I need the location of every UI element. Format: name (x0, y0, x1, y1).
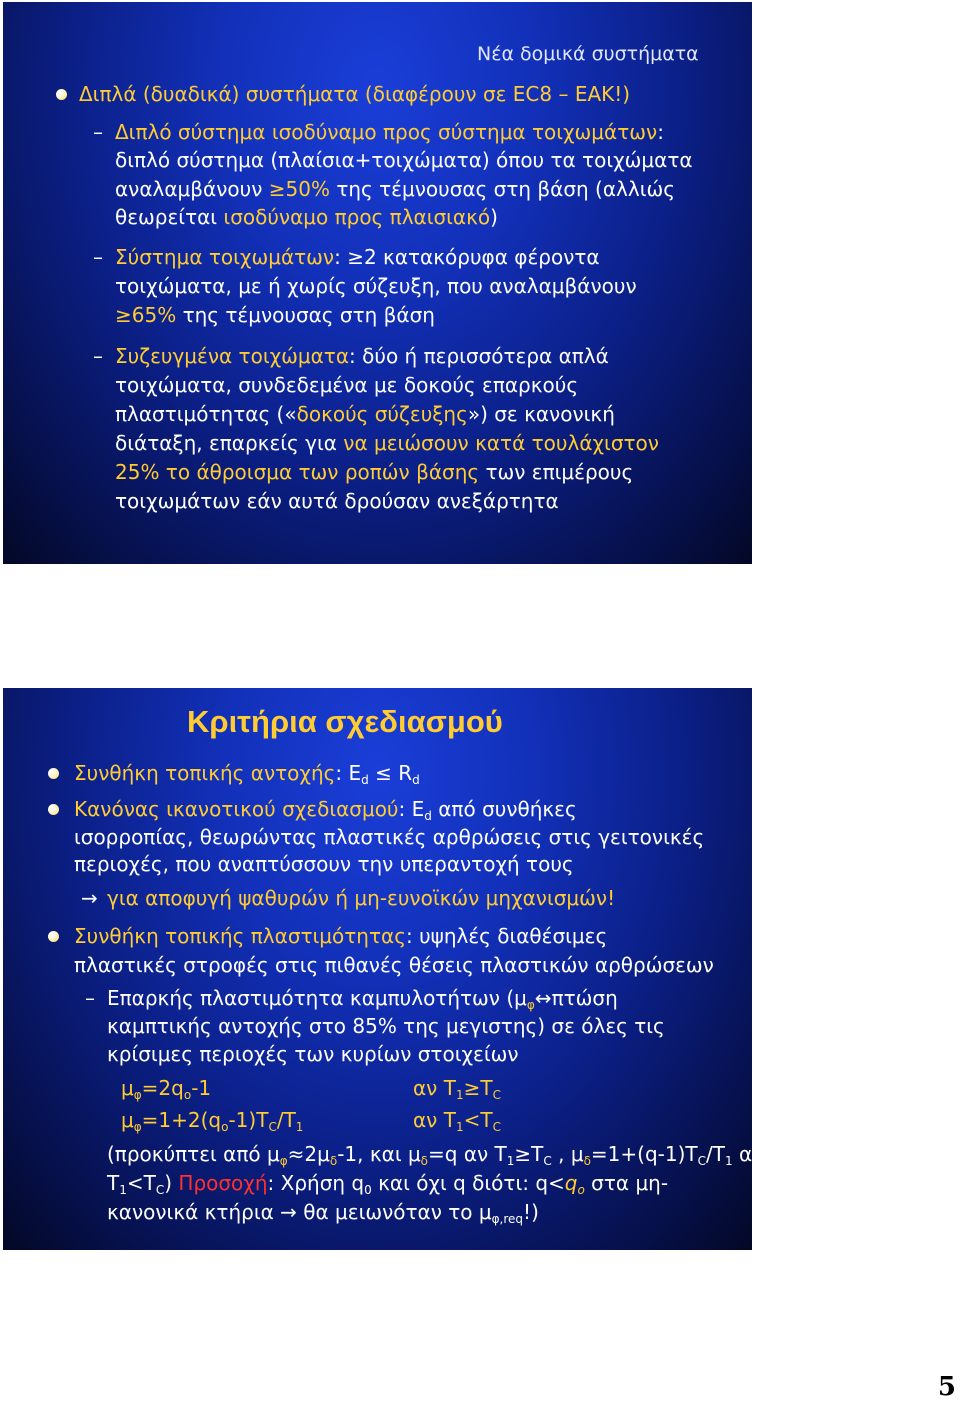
text-fragment: !) (523, 1200, 539, 1224)
ductility-term: Συνθήκη τοπικής πλαστιμότητας (74, 924, 406, 948)
dual-system-line-2: διπλό σύστημα (πλαίσια+τοιχώματα) όπου τα τοιχώματα (115, 148, 693, 172)
coupled-walls-line-3 (115, 402, 615, 426)
text-fragment: d (412, 773, 420, 787)
formula-2-lhs: $\mu_\varphi=1+2(q_o-1)T_C/T_1$ (121, 1108, 304, 1134)
text-fragment: θεωρείται (115, 205, 224, 229)
capacity-design-line-1: Κανόνας ικανοτικού σχεδιασμού: $E_d$ από συνθήκες (74, 797, 577, 823)
double-arrow-icon: ↔ (534, 986, 552, 1010)
dual-system-line-3 (115, 177, 675, 201)
coupled-walls-term: Συζευγμένα τοιχώματα (115, 344, 350, 368)
coupled-walls-line-5 (115, 460, 633, 484)
text-fragment: των επιμέρους (479, 460, 634, 484)
text-fragment: υψηλές διαθέσιμες (419, 924, 608, 948)
text-fragment: -1, και μ (337, 1142, 421, 1166)
capacity-design-line-2: ισορροπίας, θεωρώντας πλαστικές αρθρώσεις στις γειτονικές (74, 825, 705, 849)
local-strength-term: Συνθήκη τοπικής αντοχής (74, 761, 336, 785)
text-fragment: αναλαμβάνουν (115, 177, 269, 201)
text-fragment: διάταξη, επαρκείς για (115, 431, 344, 455)
text-fragment: πτώση (551, 986, 618, 1010)
local-strength-line: Συνθήκη τοπικής αντοχής: $E_d \le R_d$ (74, 761, 420, 787)
text-fragment: q (564, 1171, 578, 1195)
text-fragment: =1+2(q (141, 1108, 222, 1132)
ductility-line-1: Συνθήκη τοπικής πλαστιμότητας: υψηλές διαθέσιμες (74, 924, 608, 948)
arrow-right-icon: → (81, 886, 98, 910)
text-fragment: να μειώσουν κατά τουλάχιστον (343, 431, 659, 455)
slide-new-structural-systems (3, 2, 752, 564)
text-fragment: /T (276, 1108, 296, 1132)
dual-system-term: Διπλό σύστημα ισοδύναμο προς σύστημα τοιχωμάτων (115, 120, 658, 144)
note-line-2: $T_1<T_C$) Προσοχή: Χρήση $q_0$ και όχι q διότι: $q<q_o$ στα μη- (107, 1171, 669, 1197)
text-fragment: πλαστιμότητας (« (115, 402, 297, 426)
text-fragment: (προκύπτει από μ (107, 1142, 280, 1166)
text-fragment: R (398, 761, 413, 785)
text-fragment: d (361, 773, 369, 787)
text-fragment: -1)T (228, 1108, 269, 1132)
wall-system-line-3 (115, 303, 435, 327)
text-fragment: E (411, 797, 425, 821)
text-fragment: ≥50% (268, 177, 330, 201)
text-fragment: =q αν T (428, 1142, 507, 1166)
dash-icon: – (85, 986, 95, 1010)
text-fragment: κανονικά κτήρια (107, 1200, 281, 1224)
text-fragment: αν T (413, 1076, 456, 1100)
text-fragment: αν T (413, 1108, 456, 1132)
text-fragment: ισοδύναμο προς πλαισιακό (223, 205, 491, 229)
text-fragment: της τέμνουσας στη βάση (αλλιώς (329, 177, 675, 201)
page-number: 5 (937, 1372, 956, 1402)
text-fragment: d (424, 809, 432, 823)
wall-system-line-1: Σύστημα τοιχωμάτων: ≥2 κατακόρυφα φέροντα (115, 245, 600, 269)
coupled-walls-line-4 (115, 431, 659, 455)
text-fragment: =1+(q-1)T (590, 1142, 698, 1166)
warning-label: Προσοχή (178, 1171, 268, 1195)
text-fragment: και όχι q διότι: q< (371, 1171, 565, 1195)
text-fragment: T (107, 1171, 120, 1195)
arrow-right-icon: → (280, 1200, 297, 1224)
text-fragment: αν (732, 1142, 764, 1166)
coupled-walls-line-6: τοιχωμάτων εάν αυτά δρούσαν ανεξάρτητα (115, 489, 559, 513)
dash-icon: – (93, 120, 103, 144)
text-fragment: ) (490, 205, 498, 229)
text-fragment: δύο ή περισσότερα απλά (362, 344, 609, 368)
text-fragment: ≥65% (115, 303, 177, 327)
bullet-icon (56, 89, 67, 100)
wall-system-line-2: τοιχώματα, με ή χωρίς σύζευξη, που αναλαμβάνουν (115, 274, 637, 298)
note-line-3: κανονικά κτήρια → θα μειωνόταν το $\mu_{\varphi,req}$!) (107, 1200, 539, 1226)
dash-icon: – (93, 245, 103, 269)
dash-icon: – (93, 344, 103, 368)
capacity-design-term: Κανόνας ικανοτικού σχεδιασμού (74, 797, 399, 821)
ductility-sub-line-2: καμπτικής αντοχής στο 85% της μεγιστης) σε όλες τις (107, 1014, 665, 1038)
text-fragment: : Χρήση q (267, 1171, 365, 1195)
formula-1-condition: αν $T_1\ge T_C$ (413, 1076, 501, 1102)
text-fragment: =2q (141, 1076, 184, 1100)
main-bullet-text: Διπλά (δυαδικά) συστήματα (διαφέρουν σε EC8 – ΕΑΚ!) (79, 82, 631, 106)
dual-system-line-4 (115, 205, 498, 229)
coupled-walls-line-2: τοιχώματα, συνδεδεμένα με δοκούς επαρκούς (115, 373, 579, 397)
capacity-design-arrow-text: για αποφυγή ψαθυρών ή μη-ευνοϊκών μηχανισμών! (107, 886, 616, 910)
text-fragment: E (348, 761, 362, 785)
text-fragment: δοκούς σύζευξης (296, 402, 468, 426)
ductility-sub-line-3: κρίσιμες περιοχές των κυρίων στοιχείων (107, 1042, 519, 1066)
bullet-icon (48, 768, 59, 779)
note-line-1: (προκύπτει από $\mu_\varphi\approx 2\mu_\delta-1$, και $\mu_\delta=q$ αν $T_1\ge T_C$ , $\mu_\delta=1+(q-1)T_C/T_1$ αν (107, 1142, 764, 1168)
ductility-sub-line-1 (107, 986, 618, 1010)
text-fragment: ») σε κανονική (467, 402, 615, 426)
text-fragment: ≤ (375, 761, 392, 785)
text-fragment: Επαρκής πλαστιμότητα καμπυλοτήτων (μ (107, 986, 527, 1010)
text-fragment: στα μη- (584, 1171, 669, 1195)
bullet-icon (48, 804, 59, 815)
slide-title: Κριτήρια σχεδιασμού (187, 704, 503, 739)
capacity-design-line-3: περιοχές, που αναπτύσσουν την υπεραντοχή τους (74, 852, 574, 876)
wall-system-term: Σύστημα τοιχωμάτων (115, 245, 335, 269)
slide-design-criteria (3, 688, 764, 1250)
text-fragment: της τέμνουσας στη βάση (176, 303, 435, 327)
section-label: Νέα δομικά συστήματα (477, 43, 699, 65)
text-fragment: ≥2 κατακόρυφα φέροντα (347, 245, 600, 269)
ductility-line-2: πλαστικές στροφές στις πιθανές θέσεις πλαστικών αρθρώσεων (74, 953, 714, 977)
text-fragment: -1 (191, 1076, 212, 1100)
bullet-icon (48, 931, 59, 942)
text-fragment: από συνθήκες (431, 797, 577, 821)
text-fragment: θα μειωνόταν το μ (296, 1200, 492, 1224)
formula-1-lhs: $\mu_\varphi=2q_o-1$ (121, 1076, 212, 1102)
formula-2-condition: αν $T_1<T_C$ (413, 1108, 501, 1134)
text-fragment: 25% το άθροισμα των ροπών βάσης (115, 460, 480, 484)
text-fragment: φ (526, 998, 535, 1012)
dual-system-line-1: Διπλό σύστημα ισοδύναμο προς σύστημα τοιχωμάτων: (115, 120, 664, 144)
coupled-walls-line-1: Συζευγμένα τοιχώματα: δύο ή περισσότερα απλά (115, 344, 609, 368)
